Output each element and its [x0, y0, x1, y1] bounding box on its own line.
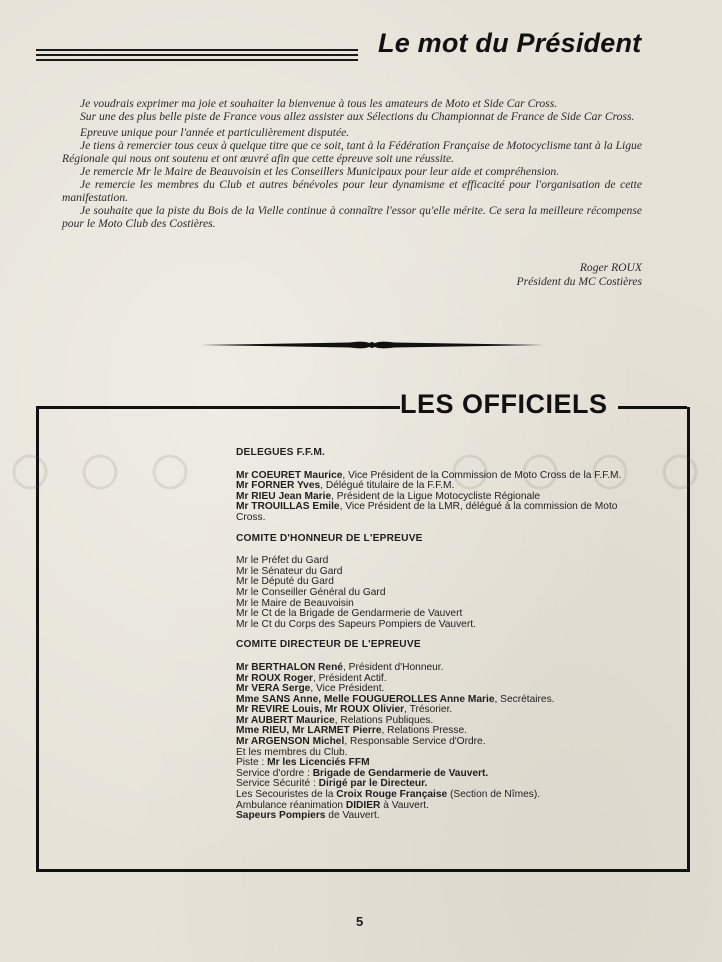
letter-paragraph: Je souhaite que la piste du Bois de la Vielle continue à connaître l'essor qu'elle mérite. Ce sera la meilleure récompense pour le Moto Club des Costières. — [62, 204, 642, 230]
list-item: Mr le Député du Gard — [236, 576, 334, 588]
extra-bold: Mr les Licenciés FFM — [267, 757, 370, 769]
official-role: , Responsable Service d'Ordre. — [344, 736, 486, 748]
official-name: Mr FORNER Yves — [236, 480, 321, 492]
comite-honneur-heading: COMITE D'HONNEUR DE L'EPREUVE — [236, 532, 423, 544]
letter-paragraph: Je tiens à remercier tous ceux à quelque titre que ce soit, tant à la Fédération Française de Motocyclisme tant à la Ligue Régionale qui nous ont soutenu et ont œuvré afin que cette épreuve soit une réussite. — [62, 139, 642, 165]
extra-bold: Croix Rouge Française — [336, 789, 448, 801]
official-name: Mme RIEU, Mr LARMET Pierre — [236, 725, 382, 737]
president-letter — [62, 97, 642, 230]
official-name: Mr ARGENSON Michel — [236, 736, 345, 748]
extra-pre: Les Secouristes de la — [236, 789, 337, 801]
list-item: Mr le Conseiller Général du Gard — [236, 586, 386, 598]
list-item: Mr le Ct du Corps des Sapeurs Pompiers de Vauvert. — [236, 618, 476, 630]
extra-pre: Service Sécurité : — [236, 778, 319, 790]
list-item — [236, 502, 636, 523]
officials-title: LES OFFICIELS — [400, 389, 608, 419]
official-role: , Président de la Ligue Motocycliste Régionale — [331, 490, 541, 502]
header-rule-1 — [36, 49, 358, 51]
extra-post: de Vauvert. — [325, 810, 380, 822]
extra-pre: Piste : — [236, 757, 268, 769]
official-name: Mr COEURET Maurice — [236, 469, 343, 481]
official-role: , Vice Président de la LMR, délégué à la commission de Moto Cross. — [236, 501, 618, 523]
delegues-heading: DELEGUES F.F.M. — [236, 447, 326, 458]
official-role: , Vice Président de la Commission de Moto Cross de la F.F.M. — [342, 469, 622, 481]
list-item: Mr le Sénateur du Gard — [236, 565, 343, 577]
signature-title: Président du MC Costières — [516, 274, 642, 288]
officials-content — [236, 448, 636, 822]
letter-paragraph: Je remercie Mr le Maire de Beauvoisin et les Conseillers Municipaux pour leur aide et compréhension. — [80, 165, 560, 178]
page-title: Le mot du Président — [378, 28, 642, 58]
official-name: Mr ROUX Roger — [236, 672, 313, 684]
delegues-list — [236, 471, 636, 524]
extra-bold: Dirigé par le Directeur. — [318, 778, 428, 790]
list-item: Mr le Maire de Beauvoisin — [236, 597, 354, 609]
official-name: Mr VERA Serge — [236, 683, 311, 695]
extra-post: à Vauvert. — [380, 799, 429, 811]
signature — [517, 261, 642, 288]
header-rule-2 — [36, 54, 358, 56]
extra-bold: Sapeurs Pompiers — [236, 810, 326, 822]
header-rule-3 — [36, 59, 358, 61]
letter-paragraph: Sur une des plus belle piste de France vous allez assister aux Sélections du Championnat de France de Side Car Cross. — [80, 110, 635, 123]
official-role: , Trésorier. — [404, 704, 453, 716]
list-item: Mr le Préfet du Gard — [236, 555, 329, 567]
official-role: , Président Actif. — [312, 672, 387, 684]
list-item — [236, 811, 636, 822]
official-name: Mr TROUILLAS Emile — [236, 501, 340, 513]
extra-bold: Brigade de Gendarmerie de Vauvert. — [312, 767, 489, 779]
letter-paragraph: Je voudrais exprimer ma joie et souhaiter la bienvenue à tous les amateurs de Moto et Side Car Cross. — [80, 97, 558, 110]
extra-post: (Section de Nîmes). — [447, 789, 541, 801]
official-name: Mr BERTHALON René — [236, 661, 343, 673]
page-number: 5 — [356, 914, 364, 929]
extra-bold: DIDIER — [345, 799, 381, 811]
comite-directeur-list — [236, 663, 636, 822]
official-role: , Relations Presse. — [381, 725, 467, 737]
official-name: Mr AUBERT Maurice — [236, 714, 335, 726]
extra-pre: Service d'ordre : — [236, 767, 313, 779]
comite-honneur-list — [236, 556, 636, 630]
official-role: , Président d'Honneur. — [342, 661, 444, 673]
official-name: Mr RIEU Jean Marie — [236, 490, 332, 502]
ornament-divider — [200, 338, 544, 352]
comite-directeur-heading: COMITE DIRECTEUR DE L'EPREUVE — [236, 639, 421, 651]
extra-pre: Ambulance réanimation — [236, 799, 346, 811]
letter-paragraph: Epreuve unique pour l'année et particulièrement disputée. — [80, 126, 350, 139]
officials-frame-top-right — [618, 406, 687, 409]
official-role: , Secrétaires. — [494, 693, 555, 705]
official-role: , Vice Président. — [310, 683, 385, 695]
signature-name: Roger ROUX — [579, 261, 642, 274]
official-name: Mme SANS Anne, Melle FOUGUEROLLES Anne Marie — [236, 693, 495, 705]
official-name: Mr REVIRE Louis, Mr ROUX Olivier — [236, 704, 405, 716]
official-role: , Délégué titulaire de la F.F.M. — [320, 480, 455, 492]
official-role: , Relations Publiques. — [334, 714, 434, 726]
extra-pre: Et les membres du Club. — [236, 746, 348, 758]
officials-frame-top-left — [36, 406, 400, 409]
list-item: Mr le Ct de la Brigade de Gendarmerie de Vauvert — [236, 608, 463, 620]
letter-paragraph: Je remercie les membres du Club et autres bénévoles pour leur dynamisme et efficacité pour l'organisation de cette manifestation. — [62, 178, 642, 204]
